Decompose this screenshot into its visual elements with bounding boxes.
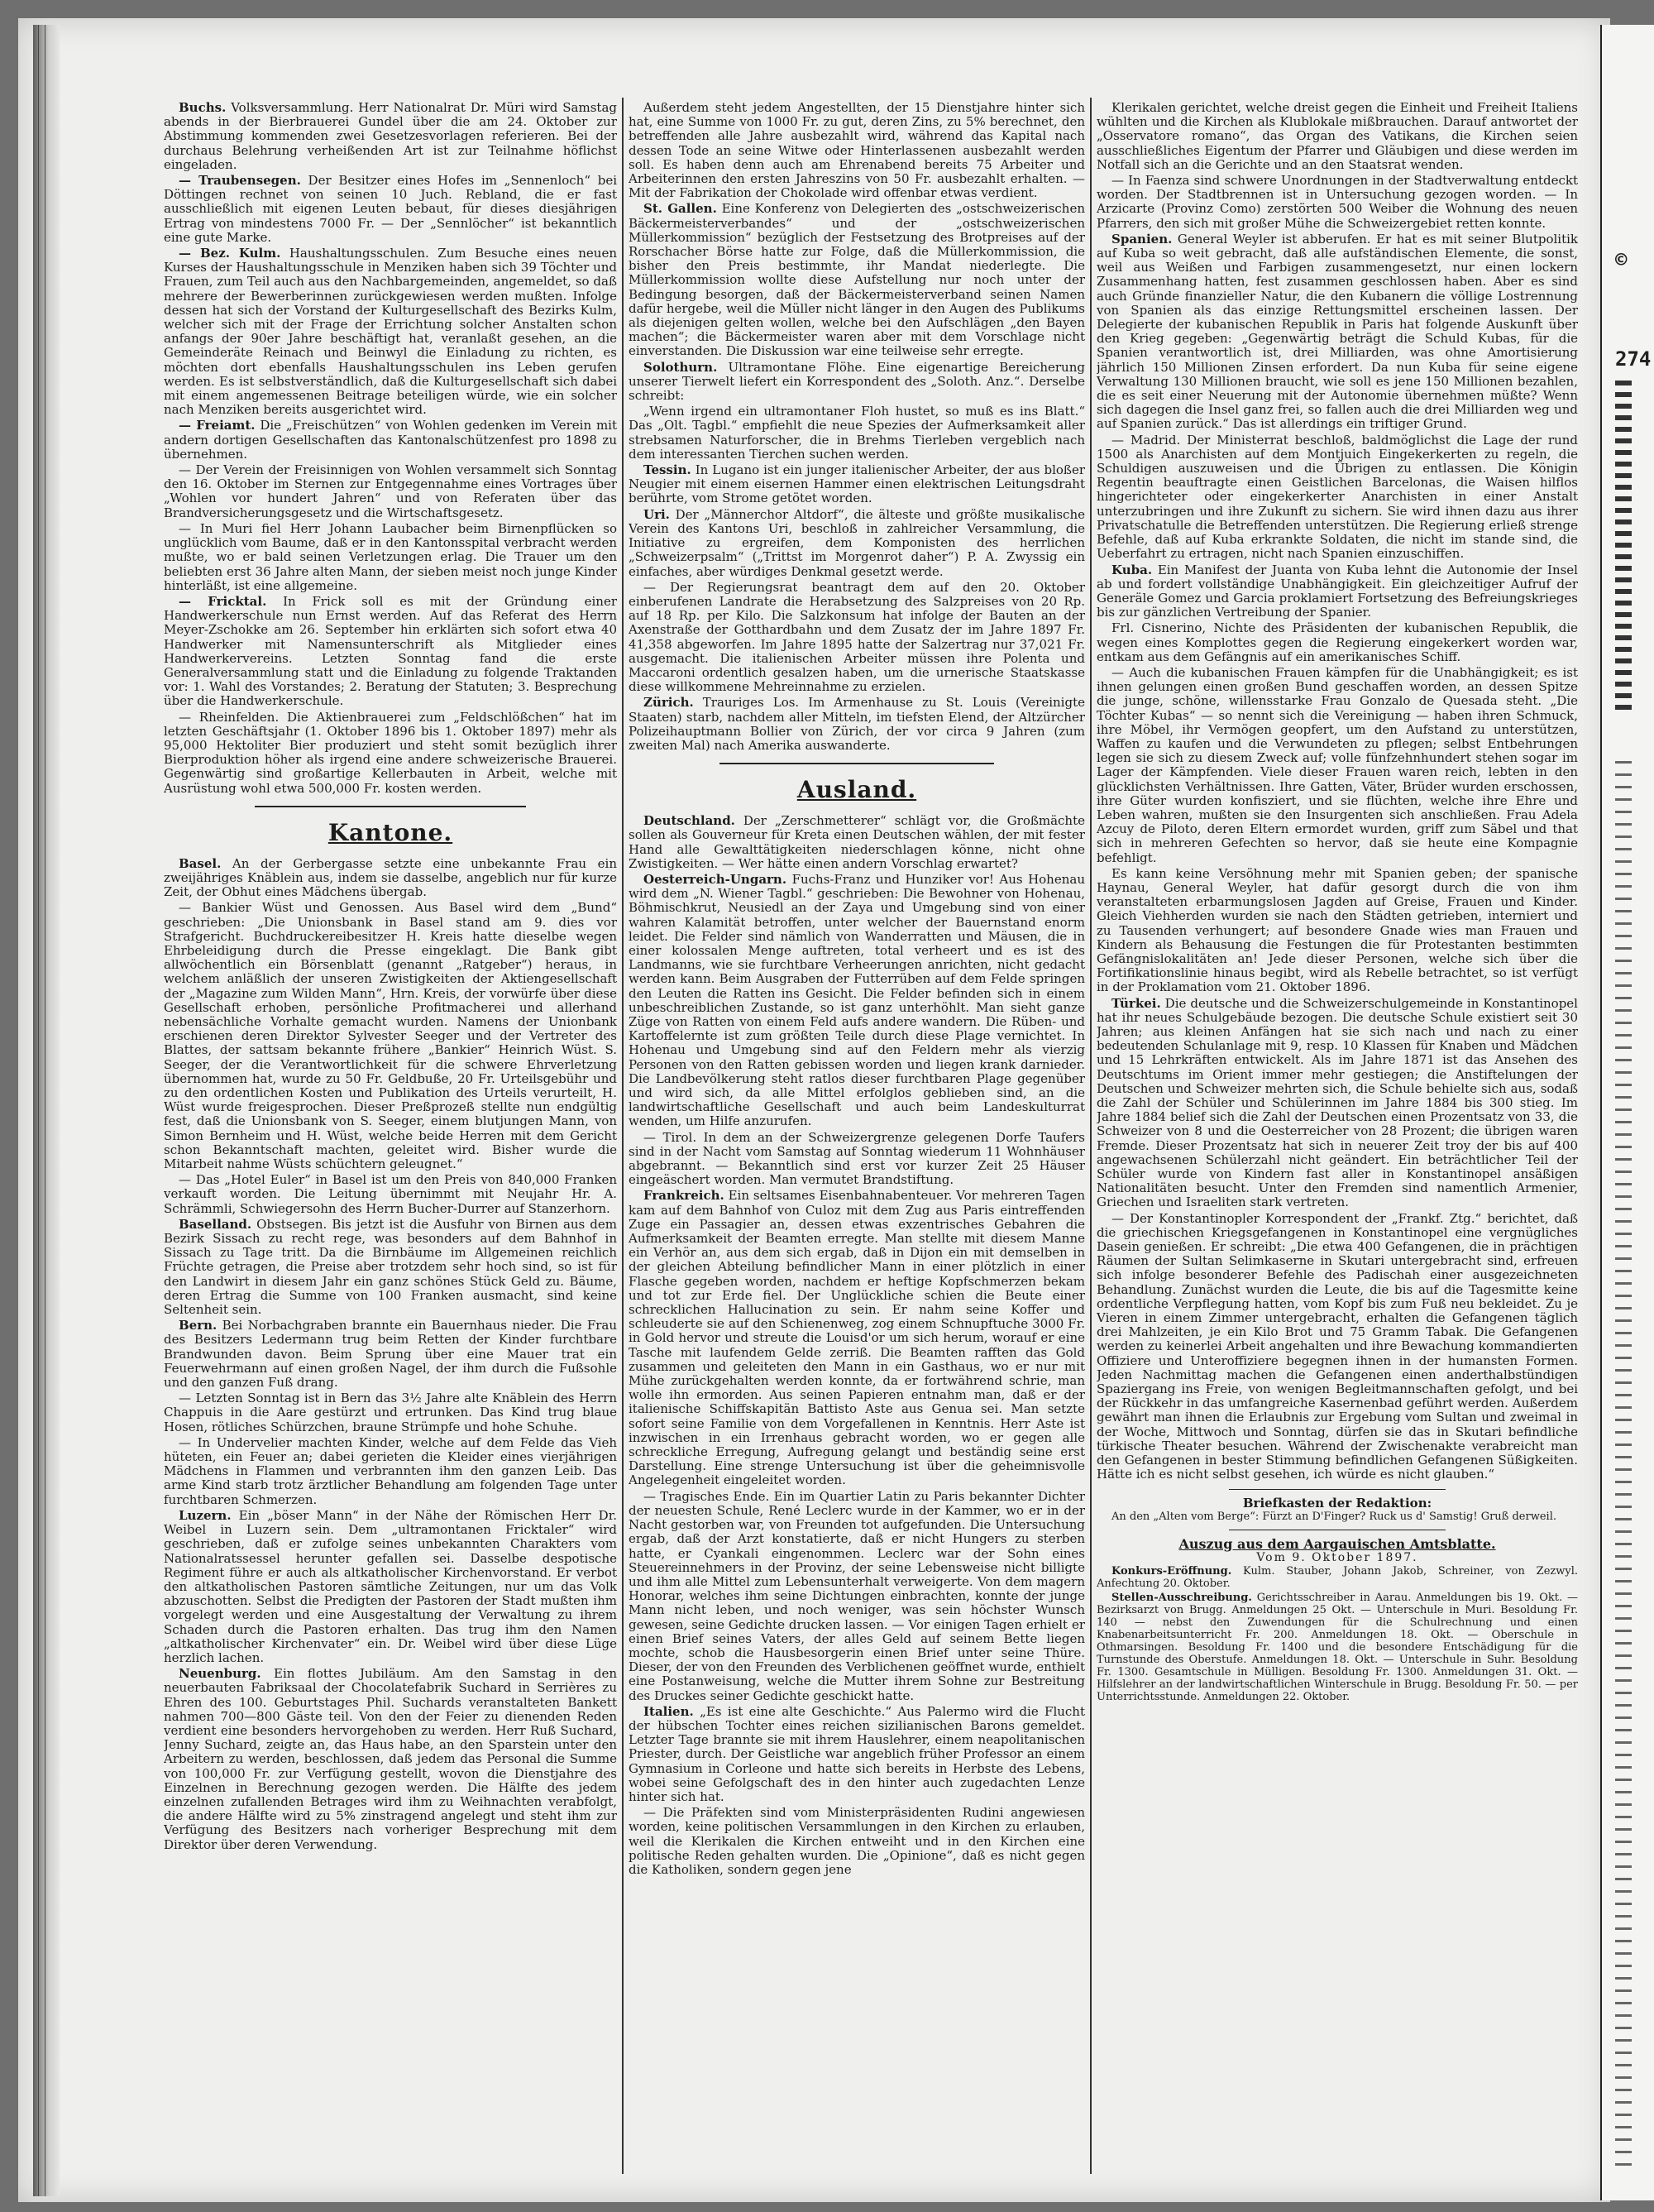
column-rule xyxy=(622,98,624,2174)
article-text: — Der Konstantinopler Korrespondent der „Frankf. Ztg.“ berichtet, daß die griechischen Kriegsgefangenen in Konstantinopel eine vergnügliches Dasein genießen. Er schreibt: „Die etwa 400 Gefangenen, die in prächtigen Räumen der Sultan Selimkaserne in Skutari untergebracht sind, erfreuen sich infolge besonderer Befehle des Padischah einer ausgezeichneten Behandlung. Zunächst wurden die Leute, die bis auf die Tagesmitte keine ordentliche Verpflegung hatten, vom Kopf bis zum Fuß neu bekleidet. Zu je Vieren in einem Zimmer untergebracht, erhalten die Gefangenen täglich drei Mahlzeiten, je ein Kilo Brot und 75 Gramm Tabak. Die Gefangenen werden zu keinerlei Arbeit angehalten und ihre Bewachung kommandierten Offiziere und Unteroffiziere begegnen ihnen in der humansten Formen. Jeden Nachmittag machen die Gefangenen einen anderthalbstündigen Spaziergang ins Freie, von wenigen Begleitmannschaften gefolgt, und bei der Rückkehr in das umfangreiche Kasernenbad geführt werden. Außerdem gewährt man ihnen die Erlaubnis zur Ergebung vom Sultan und zweimal in der Woche, Mittwoch und Sonntag, dürfen sie das in Skutari befindliche türkische Theater besuchen. Während der Zwischenakte verabreicht man den Gefangenen in bester Stimmung befindlichen Gefangenen Süßigkeiten. Hätte ich es nicht selbst gesehen, ich würde es nicht glauben.“ xyxy=(1097,1210,1578,1482)
article-heading: Tessin. xyxy=(643,462,691,478)
article-list xyxy=(1097,101,1578,1482)
article-paragraph xyxy=(164,1218,617,1317)
article-text: „Wenn irgend ein ultramontaner Floh hustet, so muß es ins Blatt.“ Das „Olt. Tagbl.“ empfiehlt die neue Spezies der Aufmerksamkeit aller strebsamen Naturforscher, die in Brehms Tierleben vergeblich nach dem interessanten Tierchen suchen werden. xyxy=(629,404,1085,462)
article-paragraph xyxy=(164,901,617,1171)
article-heading: Baselland. xyxy=(179,1216,252,1232)
article-list xyxy=(164,101,617,796)
article-paragraph xyxy=(629,696,1085,753)
article-text: Trauriges Los. Im Armenhause zu St. Louis (Vereinigte Staaten) starb, nachdem aller Mitteln, im tiefsten Elend, der Altzürcher Polizeihauptmann Bollier von Zürich, der vor circa 9 Jahren (zum zweiten Mal) nach Amerika auswanderte. xyxy=(629,695,1085,753)
article-paragraph xyxy=(629,581,1085,695)
column-rule xyxy=(1090,98,1092,2174)
article-paragraph xyxy=(164,1667,617,1852)
article-text: — In Faenza sind schwere Unordnungen in der Stadtverwaltung entdeckt worden. Der Stadtbrennen ist in Untersuchung gezogen worden. — In Arzicarte (Provinz Como) zerstörten 500 Weiber die Wohnung des neuen Pfarrers, den sich mit großer Mühe die Schweizergebiet retten konnte. xyxy=(1097,173,1578,231)
article-heading: Luzern. xyxy=(179,1507,232,1523)
article-paragraph xyxy=(1097,563,1578,620)
article-text: Fuchs-Franz und Hunziker vor! Aus Hohenau wird dem „N. Wiener Tagbl.“ geschrieben: Die Bewohner von Hohenau, Böhmischkrut, Neusiedl an der Zaya und Umgebung sind von einer wahren Kalamität betroffen, unter welcher der Bauernstand enorm leidet. Die Felder sind nämlich von Wanderratten und Mäusen, die in einer kolossalen Menge auftreten, total verheert und es ist des Landmanns, wie sie furchtbare Verheerungen anrichten, nicht gedacht werden kann. Beim Ausgraben der Futterrüben auf dem Felde springen den Leuten die Ratten ins Gesicht. Die Felder befinden sich in einem unbeschreiblichen Zustande, so ist ganz unterhöhlt. Man sieht ganze Züge von Ratten von einem Feld aufs andere wandern. Die Rüben- und Kartoffelernte ist zum größten Teile durch diese Plage vernichtet. In Hohenau und Umgebung sind auf den Feldern mehr als vierzig Personen von den Ratten gebissen worden und liegen krank darnieder. Die Landbevölkerung steht ratlos dieser furchtbaren Plage gegenüber und wird sich, da alle Mittel erfolglos geblieben sind, an die landwirtschaftliche Gesellschaft und auch beim Landeskulturrat wenden, um Hilfe anzurufen. xyxy=(629,871,1085,1129)
article-text: Frl. Cisnerino, Nichte des Präsidenten der kubanischen Republik, die wegen eines Komplottes gegen die Regierung eingekerkert worden war, entkam aus dem Gefängnis auf ein amerikanisches Schiff. xyxy=(1097,620,1578,664)
article-text: — Die Präfekten sind vom Ministerpräsidenten Rudini angewiesen worden, keine politischen Versammlungen in den Kirchen zu erlauben, weil die Klerikalen die Kirchen entweiht und in den Kirchen eine politische Reden gehalten wurden. Die „Opinione“, daß es nicht gegen die Katholiken, sondern gegen jene xyxy=(629,1805,1085,1877)
article-text: — In Muri fiel Herr Johann Laubacher beim Birnenpflücken so unglücklich vom Baume, daß er in den Kantonsspital verbracht werden mußte, wo er bald seinen Verletzungen erlag. Die Trauer um den beliebten erst 36 Jahre alten Mann, der sieben meist noch junge Kinder hinterläßt, ist eine allgemeine. xyxy=(164,520,617,593)
article-paragraph xyxy=(629,1705,1085,1804)
article-text: — Tragisches Ende. Ein im Quartier Latin zu Paris bekannter Dichter der neuesten Schule, René Leclerc wurde in der Kammer, wo er in der Nacht gestorben war, von Freunden tot aufgefunden. Die Untersuchung ergab, daß der Arzt konstatierte, daß er nicht Hungers zu sterben hatte, er Cyankali eingenommen. Leclerc war der Sohn eines Steuereinnehmers in der Provinz, der seine Lebensweise nicht billigte und ihm alle Mittel zum Lebensunterhalt verweigerte. Von dem magern Honorar, welches ihm seine Dichtungen einbrachten, konnte der junge Mann nicht leben, und noch weniger, was sein höchster Wunsch gewesen, seine Gedichte drucken lassen. — Vor einigen Tagen erhielt er einen Brief seines Vaters, der alles Geld auf seinem Bette liegen mochte, schob die Hausbesorgerin einen Brief unter seine Thüre. Dieser, der von den Freunden des Verblichenen geöffnet wurde, enthielt eine Postanweisung, welche die Mutter ihrem Sohne zur Bestreitung des Druckes seiner Gedichte geschickt hatte. xyxy=(629,1488,1085,1703)
article-paragraph xyxy=(164,857,617,900)
amtsblatt-entry-text: Kulm. Stauber, Johann Jakob, Schreiner, von Zezwyl. Anfechtung 20. Oktober. xyxy=(1097,1565,1578,1591)
adjacent-page-text-fragment xyxy=(1615,761,1632,2167)
article-text: „Es ist eine alte Geschichte.“ Aus Palermo wird die Flucht der hübschen Tochter eines reichen sizilianischen Barons gemeldet. Letzter Tage brannte sie mit ihrem Hauslehrer, einem neapolitanischen Priester, durch. Der Geistliche war angeblich früher Professor an einem Gymnasium in Corleone und hatte sich bereits in Herbste des Lebens, wobei seine Gefolgschaft des in den hinter auch zugedachten Lenze hinter sich hat. xyxy=(629,1703,1085,1804)
article-paragraph xyxy=(629,508,1085,579)
article-paragraph xyxy=(1097,174,1578,231)
article-text: Ultramontane Flöhe. Eine eigenartige Bereicherung unserer Tierwelt liefert ein Korrespondent des „Soloth. Anz.“. Derselbe schreibt: xyxy=(629,359,1085,404)
amtsblatt-entry-heading: Stellen-Ausschreibung. xyxy=(1111,1592,1252,1605)
article-heading: Bern. xyxy=(179,1318,218,1333)
article-text: Der „Zerschmetterer“ schlägt vor, die Großmächte sollen als Gouverneur für Kreta einen Deutschen wählen, der mit fester Hand alle Gewalttätigkeiten niederschlagen könne, nicht ohne Zwistigkeiten. — Wer hätte einen andern Vorschlag erwartet? xyxy=(629,813,1085,871)
article-paragraph xyxy=(164,711,617,796)
section-separator xyxy=(255,806,526,807)
amtsblatt-entry-text: Gerichtsschreiber in Aarau. Anmeldungen bis 19. Okt. — Bezirksarzt von Brugg. Anmeldungen 25 Okt. — Unterschule in Muri. Besoldung Fr. 140 — nebst den Zuwendungen für die Schulrechnung und einen Knabenarbeitsunterricht Fr. 200. Anmeldungen 18. Okt. — Oberschule in Othmarsingen. Besoldung Fr. 1400 und die besondere Entschädigung für die Turnstunde des Oberstufe. Anmeldungen 18. Okt. — Unterschule in Suhr. Besoldung Fr. 1300. Gesamtschule in Mülligen. Besoldung Fr. 1300. Anmeldungen 31. Okt. — Hilfslehrer an der landwirtschaftlichen Winterschule in Brugg. Besoldung Fr. 50. — per Unterrichtsstunde. Anmeldungen 22. Oktober. xyxy=(1097,1592,1578,1704)
article-paragraph xyxy=(164,522,617,593)
article-heading: Italien. xyxy=(643,1703,694,1719)
article-text: — Bankier Wüst und Genossen. Aus Basel wird dem „Bund“ geschrieben: „Die Unionsbank in Basel stand am 9. dies vor Strafgericht. Buchdruckereibesitzer H. Kreis hatte dieselbe wegen Ehrbeleidigung durch die Presse eingeklagt. Die Bank gibt allwöchentlich ein Börsenblatt (genannt „Ratgeber“) heraus, in welchem anläßlich der unseren Zwistigkeiten der Aktiengesellschaft der „Magazine zum Wilden Mann“, Hrn. Kreis, der vorwürfe über diese Gesellschaft erhoben, persönliche Profitmacherei und allerhand nebensächliche Vorhalte gemacht wurden. Namens der Unionbank erschienen deren Direktor Sylvester Seeger und der Vertreter des Blattes, der sattsam bekannte frühere „Bankier“ Heinrich Wüst. S. Seeger, der die Verantwortlichkeit für die schwere Ehrverletzung übernommen hat, wurde zu 50 Fr. Geldbuße, 20 Fr. Urteilsgebühr und zu den ordentlichen Kosten und Publikation des Urteils verurteilt, H. Wüst wurde freigesprochen. Dieser Preßprozeß stellte nun endgültig fest, daß die Unionsbank von S. Seeger, einem blutjungen Mann, von Simon Bernheim und H. Wüst, welche beide Herren mit dem Gericht schon Bekanntschaft machten, geleitet wird. Bisher wurde die Mitarbeit nahme Wüsts schüchtern geleugnet.“ xyxy=(164,900,617,1172)
adjacent-page-edge xyxy=(1600,25,1654,2200)
amtsblatt-entries xyxy=(1097,1565,1578,1703)
article-paragraph xyxy=(629,202,1085,358)
article-text: Ein Manifest der Juanta von Kuba lehnt die Autonomie der Insel ab und fordert vollständige Unabhängigkeit. Ein gleichzeitiger Aufruf der Generäle Gomez und Garcia proklamiert Fortsetzung des Befreiungskrieges bis zur gänzlichen Vertreibung der Spanier. xyxy=(1097,562,1578,620)
article-paragraph xyxy=(629,1490,1085,1703)
article-heading: — Bez. Kulm. xyxy=(179,246,281,261)
article-paragraph xyxy=(1097,666,1578,865)
article-heading: St. Gallen. xyxy=(643,201,717,217)
page-number: 274 xyxy=(1615,347,1652,371)
amtsblatt-date: Vom 9. Oktober 1897. xyxy=(1256,1550,1418,1564)
article-paragraph xyxy=(164,174,617,245)
article-text: Obstsegen. Bis jetzt ist die Ausfuhr von Birnen aus dem Bezirk Sissach zu recht rege, was besonders auf dem Bahnhof in Sissach zu Tage tritt. Da die Birnbäume im Allgemeinen reichlich Früchte getragen, die Preise aber trotzdem sehr hoch sind, so ist für den Landwirt in diesem Jahr ein ganz schönes Stück Geld zu. Bäume, deren Ertrag die Summe von 100 Franken ausmacht, sind keine Seltenheit sein. xyxy=(164,1216,617,1318)
article-paragraph xyxy=(164,1436,617,1507)
article-heading: Kuba. xyxy=(1111,562,1153,577)
article-paragraph xyxy=(164,595,617,709)
article-text: Es kann keine Versöhnung mehr mit Spanien geben; der spanische Haynau, General Weyler, hat dafür gesorgt durch die von ihm veranstalteten erbarmungslosen Jagden auf Greise, Frauen und Kinder. Gleich Viehherden wurden sie nach den Städten getrieben, interniert und zu Tausenden verhungert; auf besondere Gnade wies man Frauen und Kindern als Behausung die Festungen die für Protestanten bestimmten Gefängnislokalitäten an! Jede dieser Personen, welche sich über die Fortifikationslinie hinaus begibt, wird als Rebelle betrachtet, so ist verfügt in der Proklamation vom 21. Oktober 1896. xyxy=(1097,865,1578,995)
column-middle xyxy=(629,101,1085,2169)
article-paragraph xyxy=(1097,232,1578,432)
article-text: — Tirol. In dem an der Schweizergrenze gelegenen Dorfe Taufers sind in der Nacht vom Samstag auf Sonntag wiederum 11 Wohnhäuser abgebrannt. — Bekanntlich sind erst vor kurzer Zeit 25 Häuser eingeäschert worden. Man vermutet Brandstiftung. xyxy=(629,1129,1085,1188)
article-paragraph xyxy=(1097,433,1578,562)
article-text: — Rheinfelden. Die Aktienbrauerei zum „Feldschlößchen“ hat im letzten Geschäftsjahr (1. Oktober 1896 bis 1. Oktober 1897) mehr als 95,000 Hektoliter Bier produziert und steht somit bezüglich ihrer Bierproduktion höher als irgend eine andere schweizerische Brauerei. Gegenwärtig sind großartige Kellerbauten in Arbeit, welche mit Ausrüstung wohl etwa 500,000 Fr. kosten werden. xyxy=(164,709,617,796)
article-text: — Auch die kubanischen Frauen kämpfen für die Unabhängigkeit; es ist ihnen gelungen einen großen Bund geschaffen worden, an dessen Spitze die junge, schöne, willensstarke Frau Gonzalo de Quesada steht. „Die Töchter Kubas“ — so nennt sich die Vereinigung — haben ihren Schmuck, ihre Möbel, ihr Vermögen geopfert, um den Aufstand zu unterstützen, Waffen zu kaufen und die Verwundeten zu pflegen; selbst Entbehrungen legen sie sich zu diesem Zweck auf; volle fünfzehnhundert stehen sogar im Lager der Kämpfenden. Viele dieser Frauen waren reich, lebten in den glücklichsten Verhältnissen. Ihre Gatten, Väter, Brüder wurden erschossen, ihre Güter wurden konfisziert, und sie flüchten, welche ihre Ehre und Leben wahren, mußten sie den Insurgenten sich anschließen. Frau Adela Azcuy de Piloto, deren Eltern ermordet wurden, griff zum Säbel und that sich in mehreren Gefechten so hervor, daß sie heute eine Kompagnie befehligt. xyxy=(1097,664,1578,865)
article-text: Ein seltsames Eisenbahnabenteuer. Vor mehreren Tagen kam auf dem Bahnhof von Culoz mit dem Zug aus Paris eintreffenden Zuge ein Passagier an, dessen etwas exzentrisches Gebahren die Aufmerksamkeit der Beamten erregte. Man stellte mit diesem Manne ein Verhör an, aus dem sich ergab, daß in Dijon ein mit demselben in der gleichen Abteilung befindlicher Mann in einer plötzlich in einer Flasche gegeben worden, nachdem er heftige Kopfschmerzen bekam und tot zur Erde fiel. Der Unglückliche schien die Beute einer schrecklichen Hallucination zu sein. Er nahm seine Koffer und schleuderte sie auf den Schienenweg, zog einem Schnupftuche 3000 Fr. in Gold hervor und streute die Louisd'or um sich herum, worauf er eine Tasche mit laufendem Gelde zerriß. Die Beamten rafften das Gold zusammen und geleiteten den Mann in ein Gasthaus, wo er nur mit Mühe zurückgehalten werden konnte, da er fortwährend schrie, man wolle ihn ermorden. Aus seinen Papieren entnahm man, daß er der italienische Schiffskapitän Battisto Aste aus Genua sei. Man setzte sofort seine Familie von dem Vorgefallenen in Kenntnis. Herr Aste ist inzwischen in ein Irrenhaus gebracht worden, wo er gegen alle schreckliche Erregung, Aufregung gelangt und beständig seine erst Darstellung. Eine strenge Untersuchung ist über die geheimnisvolle Angelegenheit eingeleitet worden. xyxy=(629,1188,1085,1488)
article-paragraph xyxy=(629,101,1085,200)
article-paragraph xyxy=(1097,1212,1578,1482)
adjacent-page-heading-fragment xyxy=(1615,381,1632,711)
article-heading: — Fricktal. xyxy=(179,593,267,609)
article-list xyxy=(629,814,1085,1877)
article-text: Die „Freischützen“ von Wohlen gedenken im Verein mit andern dortigen Gesellschaften das Kantonalschützenfest pro 1898 zu übernehmen. xyxy=(164,418,617,462)
article-paragraph xyxy=(1097,997,1578,1210)
article-text: — Das „Hotel Euler“ in Basel ist um den Preis von 840,000 Franken verkauft worden. Die Leitung übernimmt mit Neujahr Hr. A. Schrämmli, Schwiegersohn des Herrn Bucher-Durrer auf Stanzerhorn. xyxy=(164,1172,617,1216)
book-binding xyxy=(33,25,60,2196)
article-paragraph xyxy=(164,1509,617,1665)
article-paragraph xyxy=(629,361,1085,404)
article-heading: — Freiamt. xyxy=(179,418,256,433)
column-left xyxy=(164,101,617,2169)
article-text: Der Besitzer eines Hofes im „Sennenloch“ bei Döttingen rechnet von seinen 10 Juch. Rebland, die er fast ausschließlich mit eigenen Leuten bebaut, für dieses diesjährigen Ertrag von mindestens 7000 Fr. — Der „Sennlöcher“ ist bekanntlich eine gute Marke. xyxy=(164,173,617,245)
article-list xyxy=(629,101,1085,753)
article-heading: Deutschland. xyxy=(643,813,735,829)
article-text: — In Undervelier machten Kinder, welche auf dem Felde das Vieh hüteten, ein Feuer an; dabei gerieten die Kleider eines vierjährigen Mädchens in Flammen und verbrannten ihm den ganzen Leib. Das arme Kind starb trotz ärztlicher Behandlung am folgenden Tage unter furchtbaren Schmerzen. xyxy=(164,1434,617,1507)
article-paragraph xyxy=(629,405,1085,462)
article-text: Klerikalen gerichtet, welche dreist gegen die Einheit und Freiheit Italiens wühlten und die Kirchen als Klublokale mißbrauchen. Darauf antwortet der „Osservatore romano“, das Organ des Vatikans, die Kirchen seien ausschließliches Eigentum der Pfarrer und Gläubigen und diese werden im Notfall sich an die Gerichte und an den Staatsrat wenden. xyxy=(1097,101,1578,172)
article-heading: — Traubensegen. xyxy=(179,173,301,189)
article-list xyxy=(164,857,617,1852)
article-heading: Neuenburg. xyxy=(179,1666,261,1682)
section-separator xyxy=(1229,1489,1446,1490)
article-paragraph xyxy=(629,1806,1085,1877)
article-paragraph xyxy=(1097,101,1578,172)
article-paragraph xyxy=(629,463,1085,506)
article-text: Die deutsche und die Schweizerschulgemeinde in Konstantinopel hat ihr neues Schulgebäude bezogen. Die deutsche Schule existiert seit 30 Jahren; aus kleinen Anfängen hat sie sich nach und nach zu einer bedeutenden Schulanlage mit 9, resp. 10 Klassen für Knaben und Mädchen und 15 Lehrkräften entwickelt. Als im Jahre 1871 ist das Ansehen des Deutschtums im Orient immer mehr gestiegen; die Anstiftelungen der Deutschen und Schweizer mehrten sich, die Schule behielte sich aus, sodaß die Zahl der Schüler und Schülerinnen im Jahre 1884 bis 300 stieg. Im Jahre 1884 belief sich die Zahl der Deutschen einen Prozentsatz von 33, die Schweizer von 8 und die Oesterreicher von 28 Prozent; die übrigen waren Fremde. Dieser Prozentsatz hat sich in neuerer Zeit troy der bis auf 400 angewachsenen Schülerzahl nicht geändert. Ein beträchtlicher Teil der Schüler wurde von Kindern fast aller in Konstantinopel ansäßigen Nationalitäten besucht. Unter den Fremden sind namentlich Armenier, Griechen und Israeliten stark vertreten. xyxy=(1097,995,1578,1210)
article-text: In Lugano ist ein junger italienischer Arbeiter, der aus bloßer Neugier mit einem eisernen Hammer einen elektrischen Leitungsdraht berührte, vom Strome getötet worden. xyxy=(629,462,1085,506)
article-paragraph xyxy=(1097,621,1578,664)
amtsblatt-title: Auszug aus dem Aargauischen Amtsblatte. xyxy=(1178,1535,1496,1552)
briefkasten-text: An den „Alten vom Berge“: Fürzt an D'Finger? Ruck us d' Samstig! Gruß derweil. xyxy=(1111,1510,1556,1523)
article-paragraph xyxy=(629,873,1085,1129)
article-text: — Der Regierungsrat beantragt dem auf den 20. Oktober einberufenen Landrate die Herabsetzung des Salzpreises von 20 Rp. auf 18 Rp. per Kilo. Die Salzkonsum hat infolge der Bauten an der Axenstraße der Gotthardbahn und dem Zusatz der im Jahre 1897 Fr. 41,358 abgeworfen. Im Jahre 1895 hatte der Salzertrag nur 37,021 Fr. ausgemacht. Die italienischen Arbeiter müssen ihre Polenta und Maccaroni ordentlich gesalzen haben, um die urnerische Staatskasse diese willkommene Mehreinnahme zu erzielen. xyxy=(629,579,1085,695)
article-heading: Solothurn. xyxy=(643,359,718,375)
article-text: General Weyler ist abberufen. Er hat es mit seiner Blutpolitik auf Kuba so weit gebracht, daß alle aufständischen Elemente, die sonst, weil aus Weißen und Farbigen zusammengesetzt, nur einen lockern Zusammenhang hatten, fest zusammen geschlossen haben. Aber es sind auch Gründe finanzieller Natur, die den Kubanern die völlige Lostrennung von Spanien als das einzige Rettungsmittel erscheinen lassen. Der Delegierte der kubanischen Republik in Paris hat folgende Auskunft über den Krieg gegeben: „Gegenwärtig beträgt die Schuld Kubas, für die Spanien verantwortlich ist, drei Milliarden, was ohne Amortisierung jährlich 150 Millionen Zinsen erfordert. Da nun Kuba für seine eigene Verwaltung 130 Millionen braucht, wie soll es jene 150 Millionen bezahlen, die es seit einer Neuerung mit der Autonomie übernehmen müßte? Wenn sich dagegen die Insel ganz frei, so fallen auch die drei Milliarden weg und auf Spanien zurück.“ Das ist allerdings ein triftiger Grund. xyxy=(1097,231,1578,432)
article-heading: Zürich. xyxy=(643,695,694,711)
article-heading: Uri. xyxy=(643,506,670,522)
article-text: Ein flottes Jubiläum. Am den Samstag in den neuerbauten Fabriksaal der Chocolatefabrik Suchard in Serrières zu Ehren des 100. Geburtstages Phil. Suchards veranstalteten Bankett nahmen 700—800 Gäste teil. Von den der Feier zu dienenden Reden verdient eine besonders hervorgehoben zu werden. Herr Ruß Suchard, Jenny Suchard, zeigte an, das Haus habe, an den Sparstein unter den Arbeitern zu werden, beschlossen, daß jedem das Personal die Summe von 100,000 Fr. zur Verfügung gestellt, wovon die Dienstjahre des Einzelnen in Berechnung gezogen werden. Die Hälfte des jedem einzelnen zufallenden Betrages wird ihm zu Weihnachten verabfolgt, die andere Hälfte wird zu 5% zinstragend angelegt und steht ihm zur Verfügung des Besitzers nach vorheriger Besprechung mit dem Direktor über deren Verwendung. xyxy=(164,1666,617,1852)
article-paragraph xyxy=(164,1391,617,1434)
article-paragraph xyxy=(164,101,617,172)
amtsblatt-entry xyxy=(1097,1592,1578,1703)
section-title-kantone: Kantone. xyxy=(327,818,453,846)
column-right xyxy=(1097,101,1578,2169)
article-text: An der Gerbergasse setzte eine unbekannte Frau ein zweijähriges Knäblein aus, indem sie dasselbe, angeblich nur für kurze Zeit, der Obhut eines Mädchens übergab. xyxy=(164,855,617,900)
article-heading: Oesterreich-Ungarn. xyxy=(643,871,787,887)
article-paragraph xyxy=(164,1319,617,1390)
article-paragraph xyxy=(1097,867,1578,995)
article-paragraph xyxy=(164,1173,617,1216)
amtsblatt-entry-heading: Konkurs-Eröffnung. xyxy=(1111,1565,1232,1578)
article-paragraph xyxy=(629,814,1085,871)
article-paragraph xyxy=(629,1131,1085,1188)
article-text: Außerdem steht jedem Angestellten, der 15 Dienstjahre hinter sich hat, eine Summe von 1000 Fr. zu gut, deren Zins, zu 5% berechnet, den betreffenden alle Jahre ausbezahlt wird, während das Kapital nach dessen Tode an seine Witwe oder Hinterlassenen ausbezahlt werden soll. Es haben denn auch am Ehrenabend bereits 75 Arbeiter und Arbeiterinnen den ersten Jahreszins von 50 Fr. ausbezahlt erhalten. — Mit der Fabrikation der Chokolade wird offenbar etwas verdient. xyxy=(629,101,1085,201)
article-text: — Letzten Sonntag ist in Bern das 3½ Jahre alte Knäblein des Herrn Chappuis in die Aare gestürzt und ertrunken. Das Kind trug blaue Hosen, rötliches Schürzchen, braune Strümpfe und hohe Schuhe. xyxy=(164,1391,617,1434)
article-text: Ein „böser Mann“ in der Nähe der Römischen Herr Dr. Weibel in Luzern sein. Dem „ultramontanen Fricktaler“ wird geschrieben, daß er zufolge seines unbekannten Charakters vom Nationalratssessel herunter gefallen sei. Dasselbe despotische Regiment führe er auch als altkatholischer Kirchenvorstand. Er verbot den altkatholischen Pastoren sämtliche Zeitungen, nur um das Volk abzuschotten. Selbst die Predigten der Pastoren der Stadt mußten ihm vorgelegt werden und eine Ausgestaltung der Verwaltung zu ihrem Schaden durch die Pastoren erhalten. Das trug ihm den Namen „altkatholischer Kirchenvater“ ein. Dr. Weibel wird über diese Lüge herzlich lachen. xyxy=(164,1507,617,1665)
adjacent-page-fragment: © xyxy=(1615,248,1628,271)
article-heading: Buchs. xyxy=(179,101,227,115)
article-text: Haushaltungsschulen. Zum Besuche eines neuen Kurses der Haushaltungsschule in Menziken haben sich 39 Töchter und Frauen, zum Teil auch aus den Nachbargemeinden, angemeldet, so daß mehrere der Bewerberinnen zurückgewiesen werden mußten. Infolge dessen hat sich der Vorstand der Kulturgesellschaft des Bezirks Kulm, welcher sich mit der Frage der Errichtung solcher Anstalten schon anfangs der 90er Jahre beschäftigt hat, veranlaßt gesehen, an die Gemeinderäte Reinach und Beinwyl die Einladung zu richten, es möchten dort ebenfalls Haushaltungsschulen ins Leben gerufen werden. Es ist selbstverständlich, daß die Kulturgesellschaft sich dabei mit einem angemessenen Beitrage beteiligen würde, wie ein solcher nach Menziken bereits ausgerichtet wird. xyxy=(164,246,617,418)
article-text: Der „Männerchor Altdorf“, die älteste und größte musikalische Verein des Kantons Uri, beschloß in zahlreicher Versammlung, die Initiative zu ergreifen, dem Komponisten des herrlichen „Schweizerpsalm“ („Trittst im Morgenrot daher“) P. A. Zwyssig ein einfaches, aber würdiges Denkmal gesetzt werde. xyxy=(629,506,1085,579)
article-text: Eine Konferenz von Delegierten des „ostschweizerischen Bäckermeisterverbandes“ und der „ostschweizerischen Müllerkommission“ bezüglich der Festsetzung des Brotpreises auf der Rorschacher Börse hatte zur Folge, daß die Müllerkommission, die bisher den Preis bestimmte, ihr Mandat niederlegte. Die Müllerkommission wollte diese Aufstellung nur noch unter der Bedingung besorgen, daß der Bäckermeisterverband seinen Namen dafür hergebe, weil die Müller nicht länger in den Augen des Publikums als diejenigen gelten wollen, welche bei den Aufschlägen „den Bayen machen“; die Bäckermeister waren aber mit dem Vorschlage nicht einverstanden. Die Diskussion war eine teilweise sehr erregte. xyxy=(629,201,1085,359)
article-paragraph xyxy=(164,419,617,462)
article-heading: Frankreich. xyxy=(643,1188,724,1204)
section-separator xyxy=(719,763,994,764)
article-heading: Türkei. xyxy=(1111,995,1161,1011)
article-text: Volksversammlung. Herr Nationalrat Dr. Müri wird Samstag abends in der Bierbrauerei Gundel über die am 24. Oktober zur Abstimmung kommenden zwei Gesetzesvorlagen referieren. Bei der durchaus Belehrung verheißenden Art ist zur Teilnahme höflichst eingeladen. xyxy=(164,101,617,172)
article-paragraph xyxy=(164,463,617,520)
article-text: Bei Norbachgraben brannte ein Bauernhaus nieder. Die Frau des Besitzers Ledermann trug beim Retten der Kinder furchtbare Brandwunden davon. Beim Sprung über eine Mauer trat ein Feuerwehrmann auf einen großen Nagel, der ihm durch die Fußsohle und den ganzen Fuß drang. xyxy=(164,1318,617,1391)
article-paragraph xyxy=(629,1189,1085,1487)
article-text: — Madrid. Der Ministerrat beschloß, baldmöglichst die Lage der rund 1500 als Anarchisten auf dem Montjuich Eingekerkerten zu regeln, die Schuldigen auszuweisen und die Übrigen zu entlassen. Die Königin Regentin beauftragte einen Geistlichen Barcelonas, die Waisen hilflos hingerichteter oder eingekerkerter Anarchisten in einer Anstalt unterzubringen und ihre Zukunft zu sichern. Sie wird ihnen dazu aus ihrer Privatschatulle die Betreffenden unterstützen. Die Regierung erließ strenge Befehle, daß auf Kuba erkrankte Soldaten, die nicht im stande sind, die Ueberfahrt zu ertragen, nicht nach Spanien einzuschiffen. xyxy=(1097,432,1578,562)
section-title-ausland: Ausland. xyxy=(796,776,917,804)
briefkasten-title: Briefkasten der Redaktion: xyxy=(1242,1495,1432,1511)
article-text: In Frick soll es mit der Gründung einer Handwerkerschule nun Ernst werden. Auf das Referat des Herrn Meyer-Zschokke am 26. September hin erklärten sich sofort etwa 40 Handwerker mit Namensunterschrift als Mitglieder eines Handwerkervereins. Letzten Sonntag fand die erste Generalversammlung statt und die Einladung zu folgende Traktanden vor: 1. Wahl des Vorstandes; 2. Beratung der Statuten; 3. Besprechung über die Handwerkerschule. xyxy=(164,593,617,709)
amtsblatt-entry xyxy=(1097,1565,1578,1590)
article-heading: Basel. xyxy=(179,855,222,871)
article-heading: Spanien. xyxy=(1111,231,1173,247)
article-paragraph xyxy=(164,247,617,417)
article-text: — Der Verein der Freisinnigen von Wohlen versammelt sich Sonntag den 16. Oktober im Sternen zur Entgegennahme eines Vortrages über „Wohlen vor hundert Jahren“ und von Referaten über das Brandversicherungsgesetz und die Wirtschaftsgesetz. xyxy=(164,462,617,520)
